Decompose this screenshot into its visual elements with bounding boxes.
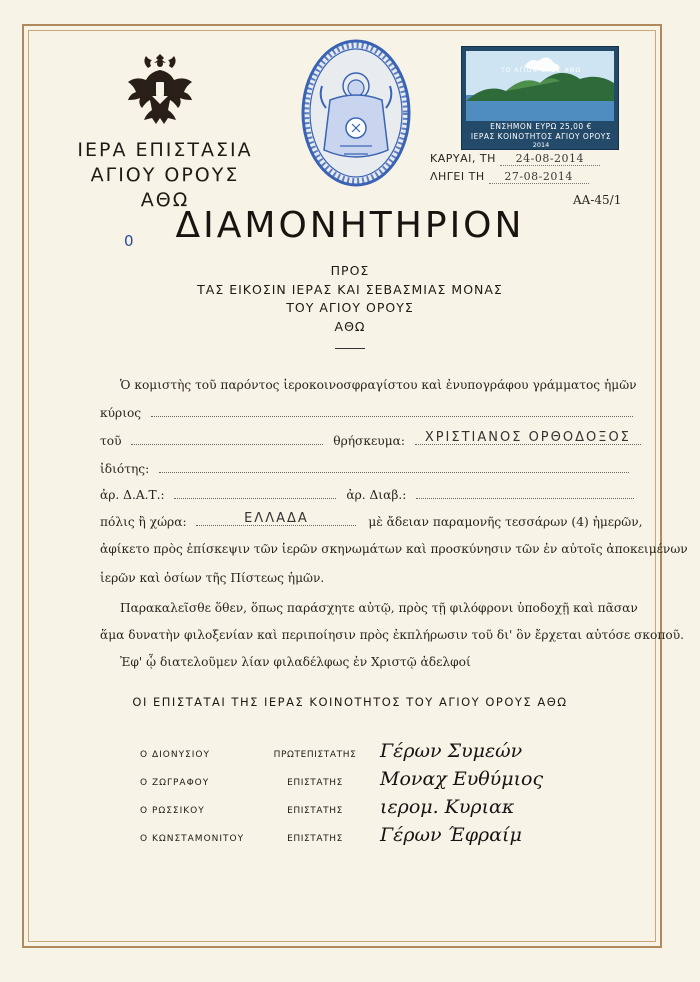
holy-community-seal [300, 38, 412, 188]
signatory-role: ΕΠΙΣΤΑΤΗΣ [287, 806, 343, 816]
country-value: ΕΛΛΑΔΑ [244, 511, 309, 526]
stamp-value: ΕΝΣΗΜΟΝ ΕΥΡΩ 25,00 € [490, 122, 592, 131]
double-headed-eagle-icon [126, 52, 194, 132]
request-line-1: Παρακαλεῖσθε ὅθεν, ὅπως παράσχητε αὐτῷ, πρὸς τῇ φιλόφρονι ὑποδοχῇ καὶ πᾶσαν [120, 601, 638, 615]
purpose-line-2: ἱερῶν καὶ ὁσίων τῆς Πίστεως ἡμῶν. [100, 571, 325, 585]
expiry-date-label: ΛΗΓΕΙ ΤΗ [430, 170, 485, 183]
religion-value: ΧΡΙΣΤΙΑΝΟΣ ΟΡΘΟΔΟΞΟΣ [424, 430, 631, 445]
expiry-date-value: 27-08-2014 [489, 170, 589, 184]
addressee-line-3: ΤΟΥ ΑΓΙΟΥ ΟΡΟΥΣ [286, 300, 414, 315]
closing-line: Ἐφ' ᾧ διατελοῦμεν λίαν φιλαδέλφως ἐν Χριστῷ ἀδελφοί [120, 655, 471, 669]
short-divider [335, 348, 365, 349]
signatory-monastery: Ο ΔΙΟΝΥΣΙΟΥ [140, 750, 210, 760]
issue-date-value: 24-08-2014 [500, 152, 600, 166]
signatory-role: ΕΠΙΣΤΑΤΗΣ [287, 778, 343, 788]
country-label: πόλις ἢ χώρα: [100, 515, 187, 529]
religion-label: θρήσκευμα: [333, 434, 405, 448]
issuer-line-2: ΑΓΙΟΥ ΟΡΟΥΣ [90, 164, 240, 186]
signatory-row [140, 798, 600, 822]
permit-duration-text: μὲ ἄδειαν παραμονῆς τεσσάρων (4) ἡμερῶν, [368, 515, 643, 529]
stamp-title: ΤΟ ΑΓΙΟΝ ΟΡΟΣ ΑΘΩ [501, 67, 581, 74]
passport-number-field [416, 485, 634, 499]
bearer-row [100, 403, 636, 423]
id-passport-row [100, 485, 636, 505]
profession-row [100, 459, 636, 479]
blue-pen-mark: 0 [124, 232, 134, 250]
issuer-name [60, 138, 270, 213]
signatory-role: ΠΡΩΤΕΠΙΣΤΑΤΗΣ [273, 750, 357, 760]
father-religion-row [100, 431, 636, 451]
handwritten-signature: Γέρων Συμεών [380, 740, 523, 762]
profession-field [159, 459, 629, 473]
stamp-year: 2014 [532, 141, 550, 149]
issuer-line-3: ΑΘΩ [140, 189, 190, 211]
addressee-line-1: ΠΡΟΣ [330, 263, 370, 278]
issuer-line-1: ΙΕΡΑ ΕΠΙΣΤΑΣΙΑ [77, 139, 253, 161]
issue-date-label: ΚΑΡΥΑΙ, ΤΗ [430, 152, 496, 165]
intro-line: Ὁ κομιστὴς τοῦ παρόντος ἱεροκοινοσφραγίστου καὶ ἐνυπογράφου γράμματος ἡμῶν [120, 378, 637, 392]
expiry-date-row [430, 170, 589, 184]
document-title: ΔΙΑΜΟΝΗΤΗΡΙΟΝ [175, 205, 525, 246]
revenue-stamp [461, 46, 619, 150]
passport-label: ἀρ. Διαβ.: [346, 488, 407, 502]
country-field [196, 512, 356, 526]
signatories-heading: ΟΙ ΕΠΙΣΤΑΤΑΙ ΤΗΣ ΙΕΡΑΣ ΚΟΙΝΟΤΗΤΟΣ ΤΟΥ ΑΓΙΟΥ ΟΡΟΥΣ ΑΘΩ [132, 695, 568, 709]
signatory-monastery: Ο ΖΩΓΡΑΦΟΥ [140, 778, 210, 788]
signatory-monastery: Ο ΡΩΣΣΙΚΟΥ [140, 806, 205, 816]
purpose-line-1: ἀφίκετο πρὸς ἐπίσκεψιν τῶν ἱερῶν σκηνωμάτων καὶ προσκύνησιν τῶν ἐν αὐτοῖς ἀποκειμένων [100, 542, 688, 556]
handwritten-signature: ιερομ. Κυριακ [380, 796, 515, 818]
document-number: ΑΑ-45/1 [573, 193, 622, 207]
handwritten-signature: Γέρων Έφραίμ [380, 824, 522, 846]
request-line-2: ἅμα δυνατὴν φιλοξενίαν καὶ περιποίησιν πρὸς ἐκπλήρωσιν τοῦ δι' ὃν ἔρχεται αὐτόσε σκοποῦ. [100, 628, 685, 642]
signatory-row [140, 742, 600, 766]
religion-field [415, 431, 641, 445]
signatory-row [140, 826, 600, 850]
addressee-block [100, 262, 600, 349]
profession-label: ἰδιότης: [100, 462, 150, 476]
signatory-row [140, 770, 600, 794]
father-label: τοῦ [100, 434, 122, 448]
issue-date-row [430, 152, 600, 166]
addressee-line-2: ΤΑΣ ΕΙΚΟΣΙΝ ΙΕΡΑΣ ΚΑΙ ΣΕΒΑΣΜΙΑΣ ΜΟΝΑΣ [197, 281, 503, 297]
addressee-line-4: ΑΘΩ [334, 318, 366, 334]
id-label: ἀρ. Δ.Α.Τ.: [100, 488, 165, 502]
stamp-authority: ΙΕΡΑΣ ΚΟΙΝΟΤΗΤΟΣ ΑΓΙΟΥ ΟΡΟΥΣ [470, 132, 612, 141]
father-name-field [131, 431, 323, 445]
handwritten-signature: Μοναχ Ευθύμιος [380, 768, 544, 790]
bearer-name-field [151, 403, 633, 417]
bearer-label: κύριος [100, 406, 142, 420]
id-number-field [174, 485, 336, 499]
signatory-monastery: Ο ΚΩΝΣΤΑΜΟΝΙΤΟΥ [140, 834, 245, 844]
country-row [100, 511, 643, 532]
signatory-role: ΕΠΙΣΤΑΤΗΣ [287, 834, 343, 844]
mount-athos-scene-icon [466, 51, 614, 121]
